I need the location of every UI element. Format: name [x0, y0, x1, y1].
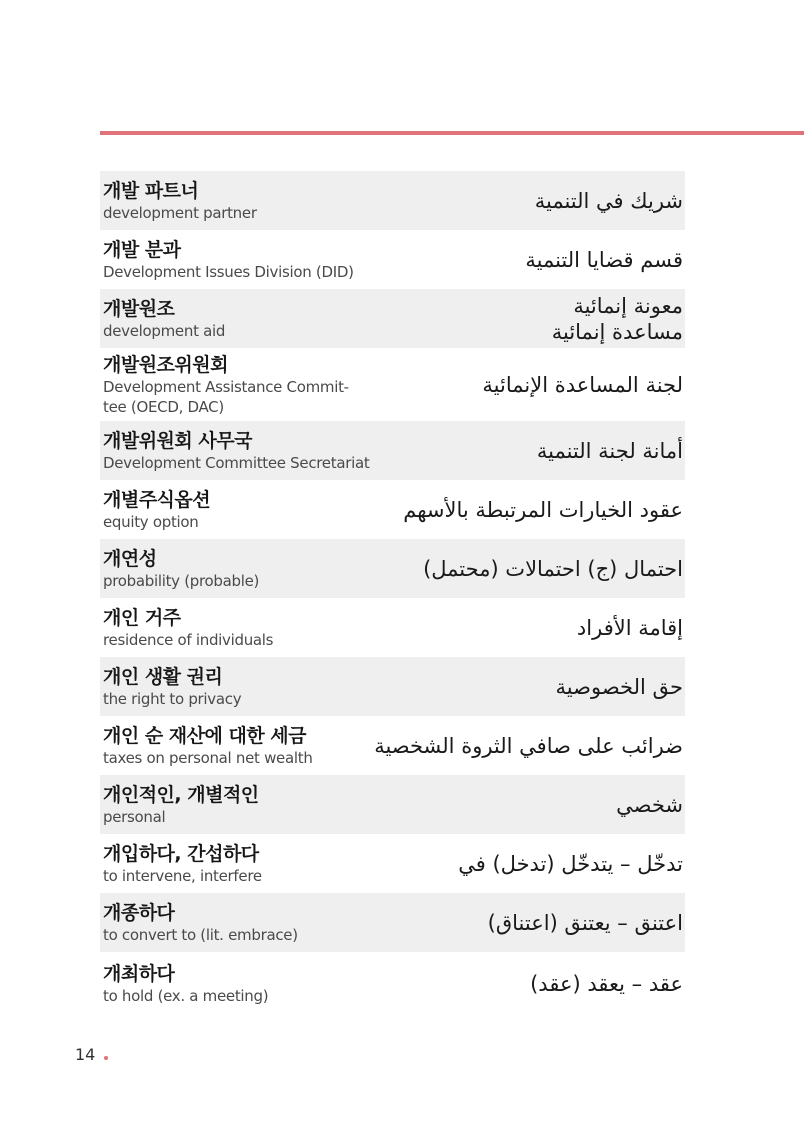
korean-term: 개인 거주: [103, 606, 181, 629]
english-term: Development Committee Secretariat: [103, 453, 370, 472]
glossary-row: [100, 598, 685, 657]
korean-term: 개발원조위원회: [103, 353, 228, 376]
glossary-row: [100, 775, 685, 834]
glossary-row: [100, 230, 685, 289]
arabic-term: ضرائب على صافي الثروة الشخصية: [374, 733, 683, 758]
korean-term: 개최하다: [103, 962, 175, 985]
english-term: development aid: [103, 321, 226, 340]
english-term: to intervene, interfere: [103, 866, 262, 885]
glossary-row: [100, 952, 685, 1015]
glossary-row: [100, 171, 685, 230]
glossary-row: [100, 289, 685, 348]
arabic-term: حق الخصوصية: [555, 674, 683, 699]
korean-term: 개발원조: [103, 297, 175, 320]
glossary-table: [100, 171, 685, 1015]
glossary-row: [100, 893, 685, 952]
korean-term: 개인 순 재산에 대한 세금: [103, 724, 306, 747]
korean-term: 개연성: [103, 547, 157, 570]
korean-term: 개종하다: [103, 901, 175, 924]
english-term: to hold (ex. a meeting): [103, 986, 269, 1005]
english-term: development partner: [103, 203, 257, 222]
glossary-row: [100, 348, 685, 421]
glossary-row: [100, 834, 685, 893]
korean-term: 개인 생활 권리: [103, 665, 223, 688]
glossary-row: [100, 421, 685, 480]
arabic-term: تدخّل – يتدخّل (تدخل) في: [458, 851, 683, 876]
korean-term: 개입하다, 간섭하다: [103, 842, 259, 865]
arabic-term: معونة إنمائية مساعدة إنمائية: [551, 293, 683, 344]
arabic-term: إقامة الأفراد: [576, 615, 683, 640]
top-divider: [100, 131, 804, 135]
glossary-row: [100, 480, 685, 539]
arabic-term: احتمال (ج) احتمالات (محتمل): [423, 556, 683, 581]
english-term: taxes on personal net wealth: [103, 748, 313, 767]
glossary-row: [100, 657, 685, 716]
arabic-term: قسم قضايا التنمية: [525, 247, 683, 272]
english-term: to convert to (lit. embrace): [103, 925, 298, 944]
english-term: personal: [103, 807, 166, 826]
page-number: 14: [75, 1045, 96, 1064]
korean-term: 개인적인, 개별적인: [103, 783, 259, 806]
page-number-dot: [104, 1056, 108, 1060]
english-term: residence of individuals: [103, 630, 274, 649]
glossary-row: [100, 716, 685, 775]
arabic-term: شخصي: [616, 792, 683, 817]
glossary-row: [100, 539, 685, 598]
korean-term: 개발 분과: [103, 238, 181, 261]
arabic-term: لجنة المساعدة الإنمائية: [482, 372, 683, 397]
english-term: equity option: [103, 512, 199, 531]
english-term: the right to privacy: [103, 689, 242, 708]
korean-term: 개발 파트너: [103, 179, 199, 202]
korean-term: 개발위원회 사무국: [103, 429, 252, 452]
arabic-term: أمانة لجنة التنمية: [536, 438, 683, 463]
arabic-term: اعتنق – يعتنق (اعتناق): [487, 910, 683, 935]
arabic-term: عقود الخيارات المرتبطة بالأسهم: [403, 497, 683, 522]
korean-term: 개별주식옵션: [103, 488, 211, 511]
english-term: Development Issues Division (DID): [103, 262, 354, 281]
arabic-term: عقد – يعقد (عقد): [530, 971, 683, 996]
english-term: Development Assistance Commit- tee (OECD, DAC): [103, 377, 349, 416]
arabic-term: شريك في التنمية: [534, 188, 683, 213]
english-term: probability (probable): [103, 571, 260, 590]
